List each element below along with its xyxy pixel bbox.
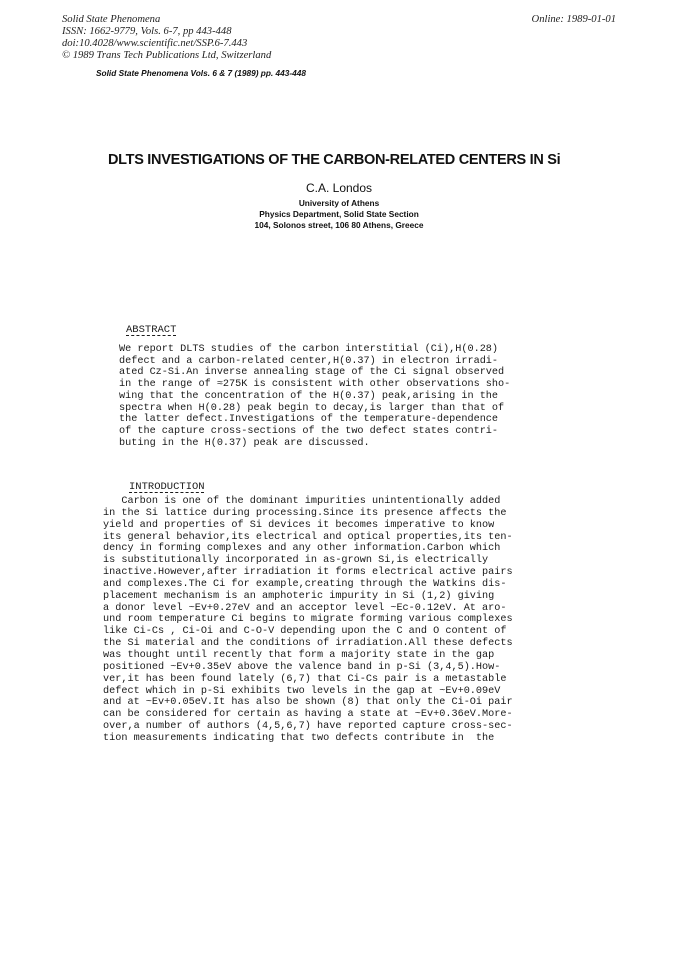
affiliation-department: Physics Department, Solid State Section bbox=[259, 209, 419, 219]
intro-line: and at ~Ev+0.05eV.It has also be shown (8) that only the Ci-Oi pair bbox=[103, 697, 513, 709]
meta-copyright: © 1989 Trans Tech Publications Ltd, Switzerland bbox=[62, 50, 272, 61]
introduction-heading: INTRODUCTION bbox=[129, 481, 205, 493]
abstract-line: wing that the concentration of the H(0.37) peak,arising in the bbox=[119, 390, 499, 402]
intro-line: Carbon is one of the dominant impurities unintentionally added bbox=[103, 496, 501, 507]
abstract-body bbox=[119, 344, 510, 449]
intro-line: a donor level ~Ev+0.27eV and an acceptor level ~Ec-0.12eV. At aro- bbox=[103, 602, 507, 614]
intro-line: positioned ~Ev+0.35eV above the valence band in p-Si (3,4,5).How- bbox=[103, 661, 501, 673]
intro-line: ver,it has been found lately (6,7) that Ci-Cs pair is a metastable bbox=[103, 673, 507, 685]
intro-line: was thought until recently that form a majority state in the gap bbox=[103, 649, 495, 661]
intro-line: inactive.However,after irradiation it forms electrical active pairs bbox=[103, 567, 513, 579]
abstract-line: in the range of ≈275K is consistent with other observations sho- bbox=[119, 379, 511, 391]
intro-line: and complexes.The Ci for example,creating through the Watkins dis- bbox=[103, 578, 507, 590]
intro-line: dency in forming complexes and any other information.Carbon which bbox=[103, 543, 501, 555]
intro-line: the Si material and the conditions of irradiation.All these defects bbox=[103, 638, 513, 650]
meta-doi: doi:10.4028/www.scientific.net/SSP.6-7.443 bbox=[62, 38, 248, 49]
intro-line: can be considered for certain as having a state at ~Ev+0.36eV.More- bbox=[103, 709, 513, 721]
paper-title: DLTS INVESTIGATIONS OF THE CARBON-RELATED CENTERS IN Si bbox=[108, 152, 561, 168]
intro-line: und room temperature Ci begins to migrate forming various complexes bbox=[103, 614, 513, 626]
intro-line: its general behavior,its electrical and optical properties,its ten- bbox=[103, 531, 513, 543]
abstract-line: of the capture cross-sections of the two defect states contri- bbox=[119, 425, 499, 437]
abstract-line: defect and a carbon-related center,H(0.37) in electron irradi- bbox=[119, 355, 499, 367]
meta-issn: ISSN: 1662-9779, Vols. 6-7, pp 443-448 bbox=[62, 26, 232, 37]
meta-journal: Solid State Phenomena bbox=[62, 14, 161, 25]
abstract-line: buting in the H(0.37) peak are discussed. bbox=[119, 437, 370, 449]
intro-line: like Ci-Cs , Ci-Oi and C-O-V depending upon the C and O content of bbox=[103, 626, 507, 638]
intro-line: defect which in p-Si exhibits two levels in the gap at ~Ev+0.09eV bbox=[103, 685, 501, 697]
affiliation-university: University of Athens bbox=[298, 198, 380, 208]
intro-line: yield and properties of Si devices it becomes imperative to know bbox=[103, 519, 495, 531]
author-name: C.A. Londos bbox=[305, 181, 373, 195]
intro-line: is substitutionally incorporated in as-grown Si,is electrically bbox=[103, 555, 489, 567]
journal-reference: Solid State Phenomena Vols. 6 & 7 (1989) pp. 443-448 bbox=[96, 68, 306, 78]
intro-line: over,a number of authors (4,5,6,7) have reported capture cross-sec- bbox=[103, 721, 513, 733]
abstract-line: spectra when H(0.28) peak begin to decay,is larger than that of bbox=[119, 402, 505, 414]
publication-meta bbox=[62, 14, 271, 62]
intro-line: placement mechanism is an amphoteric impurity in Si (1,2) giving bbox=[103, 590, 495, 602]
abstract-line: the latter defect.Investigations of the temperature-dependence bbox=[119, 414, 499, 426]
affiliation-address: 104, Solonos street, 106 80 Athens, Greece bbox=[254, 220, 424, 230]
intro-line: in the Si lattice during processing.Since its presence affects the bbox=[103, 507, 507, 519]
introduction-body bbox=[103, 496, 513, 745]
abstract-line: ated Cz-Si.An inverse annealing stage of the Ci signal observed bbox=[119, 367, 505, 379]
abstract-line: We report DLTS studies of the carbon interstitial (Ci),H(0.28) bbox=[119, 344, 499, 355]
intro-line: tion measurements indicating that two defects contribute in the bbox=[103, 732, 495, 744]
online-date: Online: 1989-01-01 bbox=[531, 14, 616, 25]
abstract-heading: ABSTRACT bbox=[126, 324, 177, 336]
